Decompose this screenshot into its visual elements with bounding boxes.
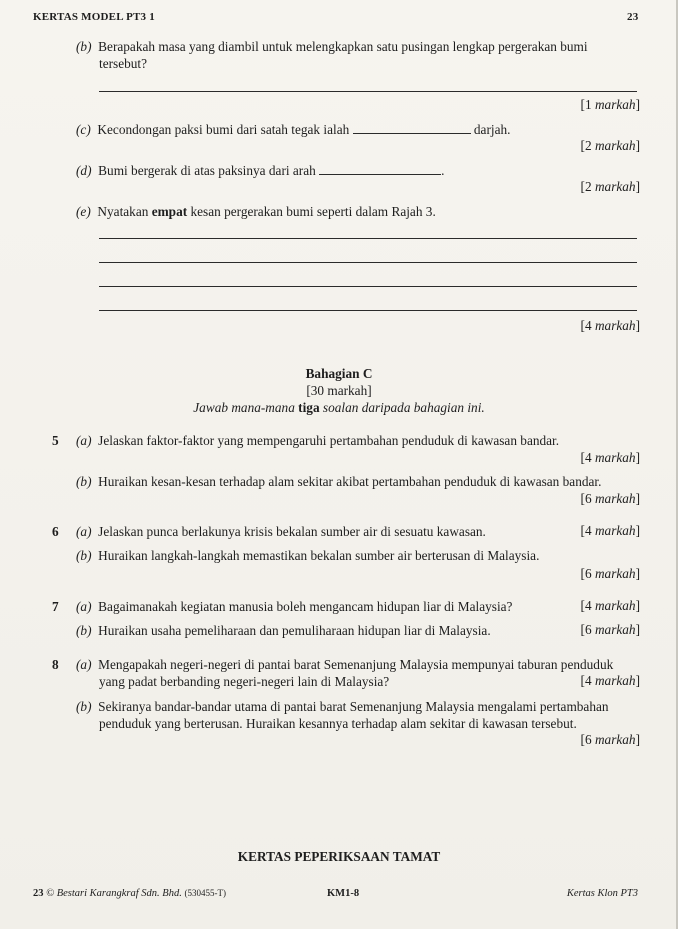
q7a-question: (a) Bagaimanakah kegiatan manusia boleh mengancam hidupan liar di Malaysia? (76, 599, 513, 614)
q4b-line1: Berapakah masa yang diambil untuk melengkapkan satu pusingan lengkap pergerakan bumi (98, 39, 588, 54)
q4b-mark: [1 markah] (580, 97, 640, 112)
answer-line (99, 238, 637, 239)
q8b-mark: [6 markah] (580, 732, 640, 747)
q4e-bold: empat (151, 204, 188, 219)
blank-line (353, 121, 471, 134)
q4c-post: darjah. (473, 122, 511, 137)
q8b-line2: penduduk yang berterusan. Huraikan kesannya terhadap alam sekitar di kawasan tersebut. (99, 716, 577, 731)
header-title: KERTAS MODEL PT3 1 (33, 11, 155, 23)
q6b-question: (b) Huraikan langkah-langkah memastikan bekalan sumber air berterusan di Malaysia. (76, 548, 540, 563)
q4d-mark: [2 markah] (580, 179, 640, 194)
q4c-text: Kecondongan paksi bumi dari satah tegak ialah (97, 122, 350, 137)
answer-line (99, 262, 637, 263)
q5b-mark: [6 markah] (580, 491, 640, 506)
q5a-question: (a) Jelaskan faktor-faktor yang mempengaruhi pertambahan penduduk di kawasan bandar. (76, 433, 560, 448)
section-instruction: Jawab mana-mana tiga soalan daripada bahagian ini. (193, 400, 485, 415)
q4b-line2: tersebut? (99, 56, 147, 71)
q6a-mark: [4 markah] (580, 523, 640, 538)
footer-left: 23 © Bestari Karangkraf Sdn. Bhd. (530455-T) (33, 888, 226, 899)
page-number: 23 (627, 11, 639, 23)
q8-number: 8 (52, 657, 59, 672)
q8b-question: (b) Sekiranya bandar-bandar utama di pantai barat Semenanjung Malaysia mengalami pertambahan (76, 699, 609, 714)
q5b-question: (b) Huraikan kesan-kesan terhadap alam sekitar akibat pertambahan penduduk di kawasan bandar. (76, 474, 602, 489)
q8a-question: (a) Mengapakah negeri-negeri di pantai barat Semenanjung Malaysia mempunyai taburan penduduk (76, 657, 614, 672)
section-marks: [30 markah] (306, 383, 372, 398)
q6a-question: (a) Jelaskan punca berlakunya krisis bekalan sumber air di sesuatu kawasan. (76, 524, 486, 539)
q4c-mark: [2 markah] (580, 138, 640, 153)
q5a-mark: [4 markah] (580, 450, 640, 465)
q8a-line2: yang padat berbanding negeri-negeri lain di Malaysia? (99, 674, 390, 689)
q4c-label: (c) (76, 122, 91, 137)
q7b-mark: [6 markah] (580, 622, 640, 637)
q4d-label: (d) (76, 163, 92, 178)
q6b-mark: [6 markah] (580, 566, 640, 581)
q7-number: 7 (52, 599, 59, 614)
q7b-question: (b) Huraikan usaha pemeliharaan dan pemuliharaan hidupan liar di Malaysia. (76, 623, 491, 638)
q6-number: 6 (52, 524, 59, 539)
footer-right: Kertas Klon PT3 (566, 888, 638, 899)
q8a-mark: [4 markah] (580, 673, 640, 688)
answer-line (99, 310, 637, 311)
answer-line (99, 91, 637, 92)
q4e-question: (e) Nyatakan empat kesan pergerakan bumi seperti dalam Rajah 3. (76, 204, 436, 219)
q5-number: 5 (52, 433, 59, 448)
q4e-mark: [4 markah] (580, 318, 640, 333)
end-of-paper: KERTAS PEPERIKSAAN TAMAT (237, 849, 441, 864)
q4d-question (76, 162, 444, 179)
q7a-mark: [4 markah] (580, 598, 640, 613)
q4c-question (76, 121, 510, 138)
q4d-post: . (441, 163, 445, 178)
q4e-label: (e) (76, 204, 91, 219)
q4b-label: (b) (76, 39, 92, 54)
q4d-text: Bumi bergerak di atas paksinya dari arah (98, 163, 316, 178)
section-title: Bahagian C (305, 366, 373, 381)
answer-line (99, 286, 637, 287)
footer-code: KM1-8 (327, 888, 360, 899)
blank-line (319, 162, 441, 175)
q4b-question (76, 38, 588, 55)
